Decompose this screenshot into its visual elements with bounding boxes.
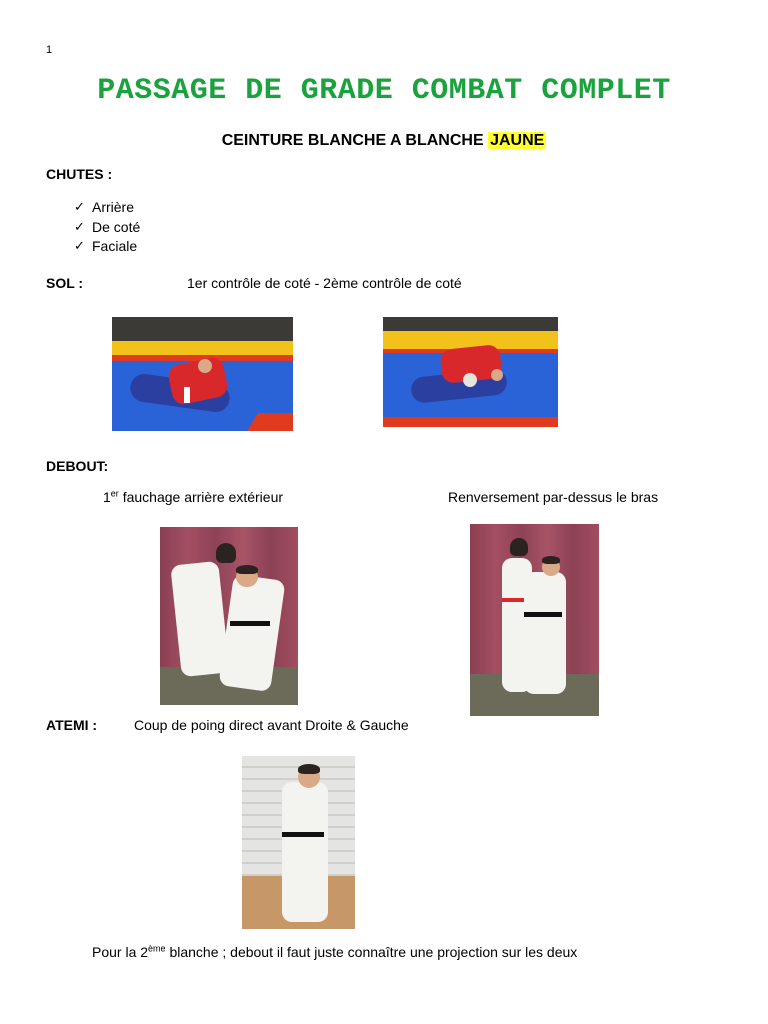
list-item-label: Faciale xyxy=(92,238,138,254)
sol-photo-1 xyxy=(112,317,293,431)
list-item xyxy=(72,198,140,218)
subtitle xyxy=(0,132,768,150)
page-number: 1 xyxy=(46,44,53,56)
check-icon: ✓ xyxy=(74,219,85,235)
debout-item-1-num: 1 xyxy=(103,489,111,505)
sol-heading: SOL : xyxy=(46,275,84,291)
sol-text: 1er contrôle de coté - 2ème contrôle de coté xyxy=(187,275,462,291)
atemi-photo xyxy=(242,756,355,929)
check-icon: ✓ xyxy=(74,200,85,215)
subtitle-prefix: CEINTURE BLANCHE A BLANCHE xyxy=(221,132,489,149)
footer-note xyxy=(92,944,577,960)
list-item-label: Arrière xyxy=(92,199,135,215)
chutes-list xyxy=(72,198,140,257)
debout-photo-2 xyxy=(470,524,599,716)
footer-note-prefix: Pour la 2 xyxy=(92,944,149,960)
list-item-label: De coté xyxy=(92,218,141,235)
debout-heading: DEBOUT: xyxy=(46,458,109,474)
check-icon: ✓ xyxy=(74,239,85,254)
subtitle-highlight: JAUNE xyxy=(490,132,545,149)
list-item xyxy=(72,218,140,238)
atemi-heading: ATEMI : xyxy=(46,717,98,733)
debout-photo-1 xyxy=(160,527,298,705)
footer-note-suffix: blanche ; debout il faut juste connaître une projection sur les deux xyxy=(165,944,578,960)
debout-item-1-sup: er xyxy=(110,488,119,499)
debout-item-1 xyxy=(103,489,283,505)
chutes-heading: CHUTES : xyxy=(46,166,113,182)
debout-item-2: Renversement par-dessus le bras xyxy=(448,489,659,505)
list-item xyxy=(72,237,140,257)
sol-photo-2 xyxy=(383,317,558,427)
footer-note-sup: ème xyxy=(148,943,166,954)
atemi-text: Coup de poing direct avant Droite & Gauche xyxy=(134,717,409,733)
debout-item-1-text: fauchage arrière extérieur xyxy=(118,489,284,505)
page-title: PASSAGE DE GRADE COMBAT COMPLET xyxy=(97,74,671,108)
